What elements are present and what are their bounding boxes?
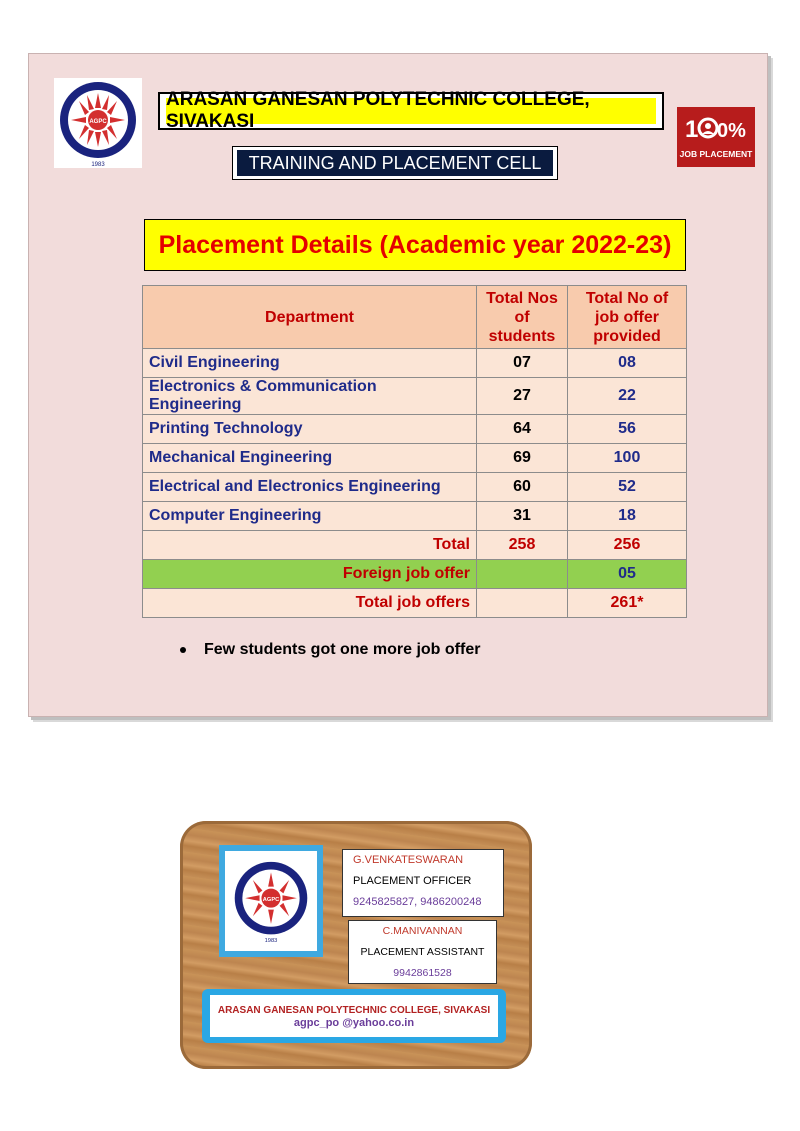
note-text: Few students got one more job offer xyxy=(204,641,481,658)
total-job-offers-empty xyxy=(477,589,568,618)
table-row xyxy=(143,444,687,473)
assistant-phone: 9942861528 xyxy=(393,967,452,979)
table-row xyxy=(143,502,687,531)
row-department: Electronics & Communication Engineering xyxy=(143,378,477,415)
assistant-role: PLACEMENT ASSISTANT xyxy=(360,946,485,958)
row-offers: 52 xyxy=(568,473,687,502)
cell-name: TRAINING AND PLACEMENT CELL xyxy=(237,150,553,176)
card-footer xyxy=(202,989,506,1043)
table-row xyxy=(143,415,687,444)
total-row xyxy=(143,531,687,560)
svg-text:AGPC: AGPC xyxy=(89,119,107,125)
svg-text:0%: 0% xyxy=(717,120,746,142)
assistant-contact xyxy=(348,920,497,984)
row-offers: 18 xyxy=(568,502,687,531)
row-students: 07 xyxy=(477,349,568,378)
total-job-offers-row xyxy=(143,589,687,618)
row-offers: 56 xyxy=(568,415,687,444)
college-logo-icon xyxy=(54,78,142,168)
table-row xyxy=(143,473,687,502)
college-name: ARASAN GANESAN POLYTECHNIC COLLEGE, SIVAKASI xyxy=(166,98,656,124)
table-header-row xyxy=(143,286,687,349)
foreign-offer-value: 05 xyxy=(568,560,687,589)
row-department: Electrical and Electronics Engineering xyxy=(143,473,477,502)
row-offers: 08 xyxy=(568,349,687,378)
row-offers: 22 xyxy=(568,378,687,415)
total-job-offers-label: Total job offers xyxy=(143,589,477,618)
row-department: Computer Engineering xyxy=(143,502,477,531)
page-title: Placement Details (Academic year 2022-23) xyxy=(144,219,686,271)
cell-name-box xyxy=(232,146,558,180)
card-logo xyxy=(225,851,317,951)
placement-table xyxy=(142,285,687,618)
row-students: 27 xyxy=(477,378,568,415)
row-offers: 100 xyxy=(568,444,687,473)
svg-text:AGPC: AGPC xyxy=(262,897,280,903)
row-department: Mechanical Engineering xyxy=(143,444,477,473)
total-students: 258 xyxy=(477,531,568,560)
card-footer-inner xyxy=(210,995,498,1037)
svg-text:1983: 1983 xyxy=(91,162,105,168)
svg-text:JOB PLACEMENT: JOB PLACEMENT xyxy=(679,149,753,159)
row-students: 64 xyxy=(477,415,568,444)
officer-phone: 9245825827, 9486200248 xyxy=(353,896,482,908)
header-department: Department xyxy=(143,286,477,349)
svg-text:1: 1 xyxy=(685,116,699,143)
header-students: Total Nos of students xyxy=(477,286,568,349)
row-students: 31 xyxy=(477,502,568,531)
officer-role: PLACEMENT OFFICER xyxy=(353,875,472,887)
row-students: 69 xyxy=(477,444,568,473)
card-email: agpc_po @yahoo.co.in xyxy=(293,1017,415,1029)
total-job-offers-value: 261* xyxy=(568,589,687,618)
foreign-offer-empty xyxy=(477,560,568,589)
row-department: Civil Engineering xyxy=(143,349,477,378)
total-offers: 256 xyxy=(568,531,687,560)
officer-name: G.VENKATESWARAN xyxy=(353,854,464,866)
college-logo-icon xyxy=(229,856,313,946)
note-item xyxy=(180,641,480,659)
row-students: 60 xyxy=(477,473,568,502)
job-placement-badge-icon xyxy=(677,107,755,167)
row-department: Printing Technology xyxy=(143,415,477,444)
assistant-name: C.MANIVANNAN xyxy=(382,925,463,937)
card-college-name: ARASAN GANESAN POLYTECHNIC COLLEGE, SIVAKASI xyxy=(217,1005,491,1016)
table-row xyxy=(143,349,687,378)
contact-card xyxy=(180,821,532,1069)
foreign-offer-row xyxy=(143,560,687,589)
officer-contact xyxy=(342,849,504,917)
foreign-offer-label: Foreign job offer xyxy=(143,560,477,589)
card-logo-frame xyxy=(219,845,323,957)
table-row xyxy=(143,378,687,415)
bullet-icon xyxy=(180,647,186,653)
total-label: Total xyxy=(143,531,477,560)
header-offers: Total No of job offer provided xyxy=(568,286,687,349)
college-name-box xyxy=(158,89,664,132)
svg-text:1983: 1983 xyxy=(264,938,278,945)
